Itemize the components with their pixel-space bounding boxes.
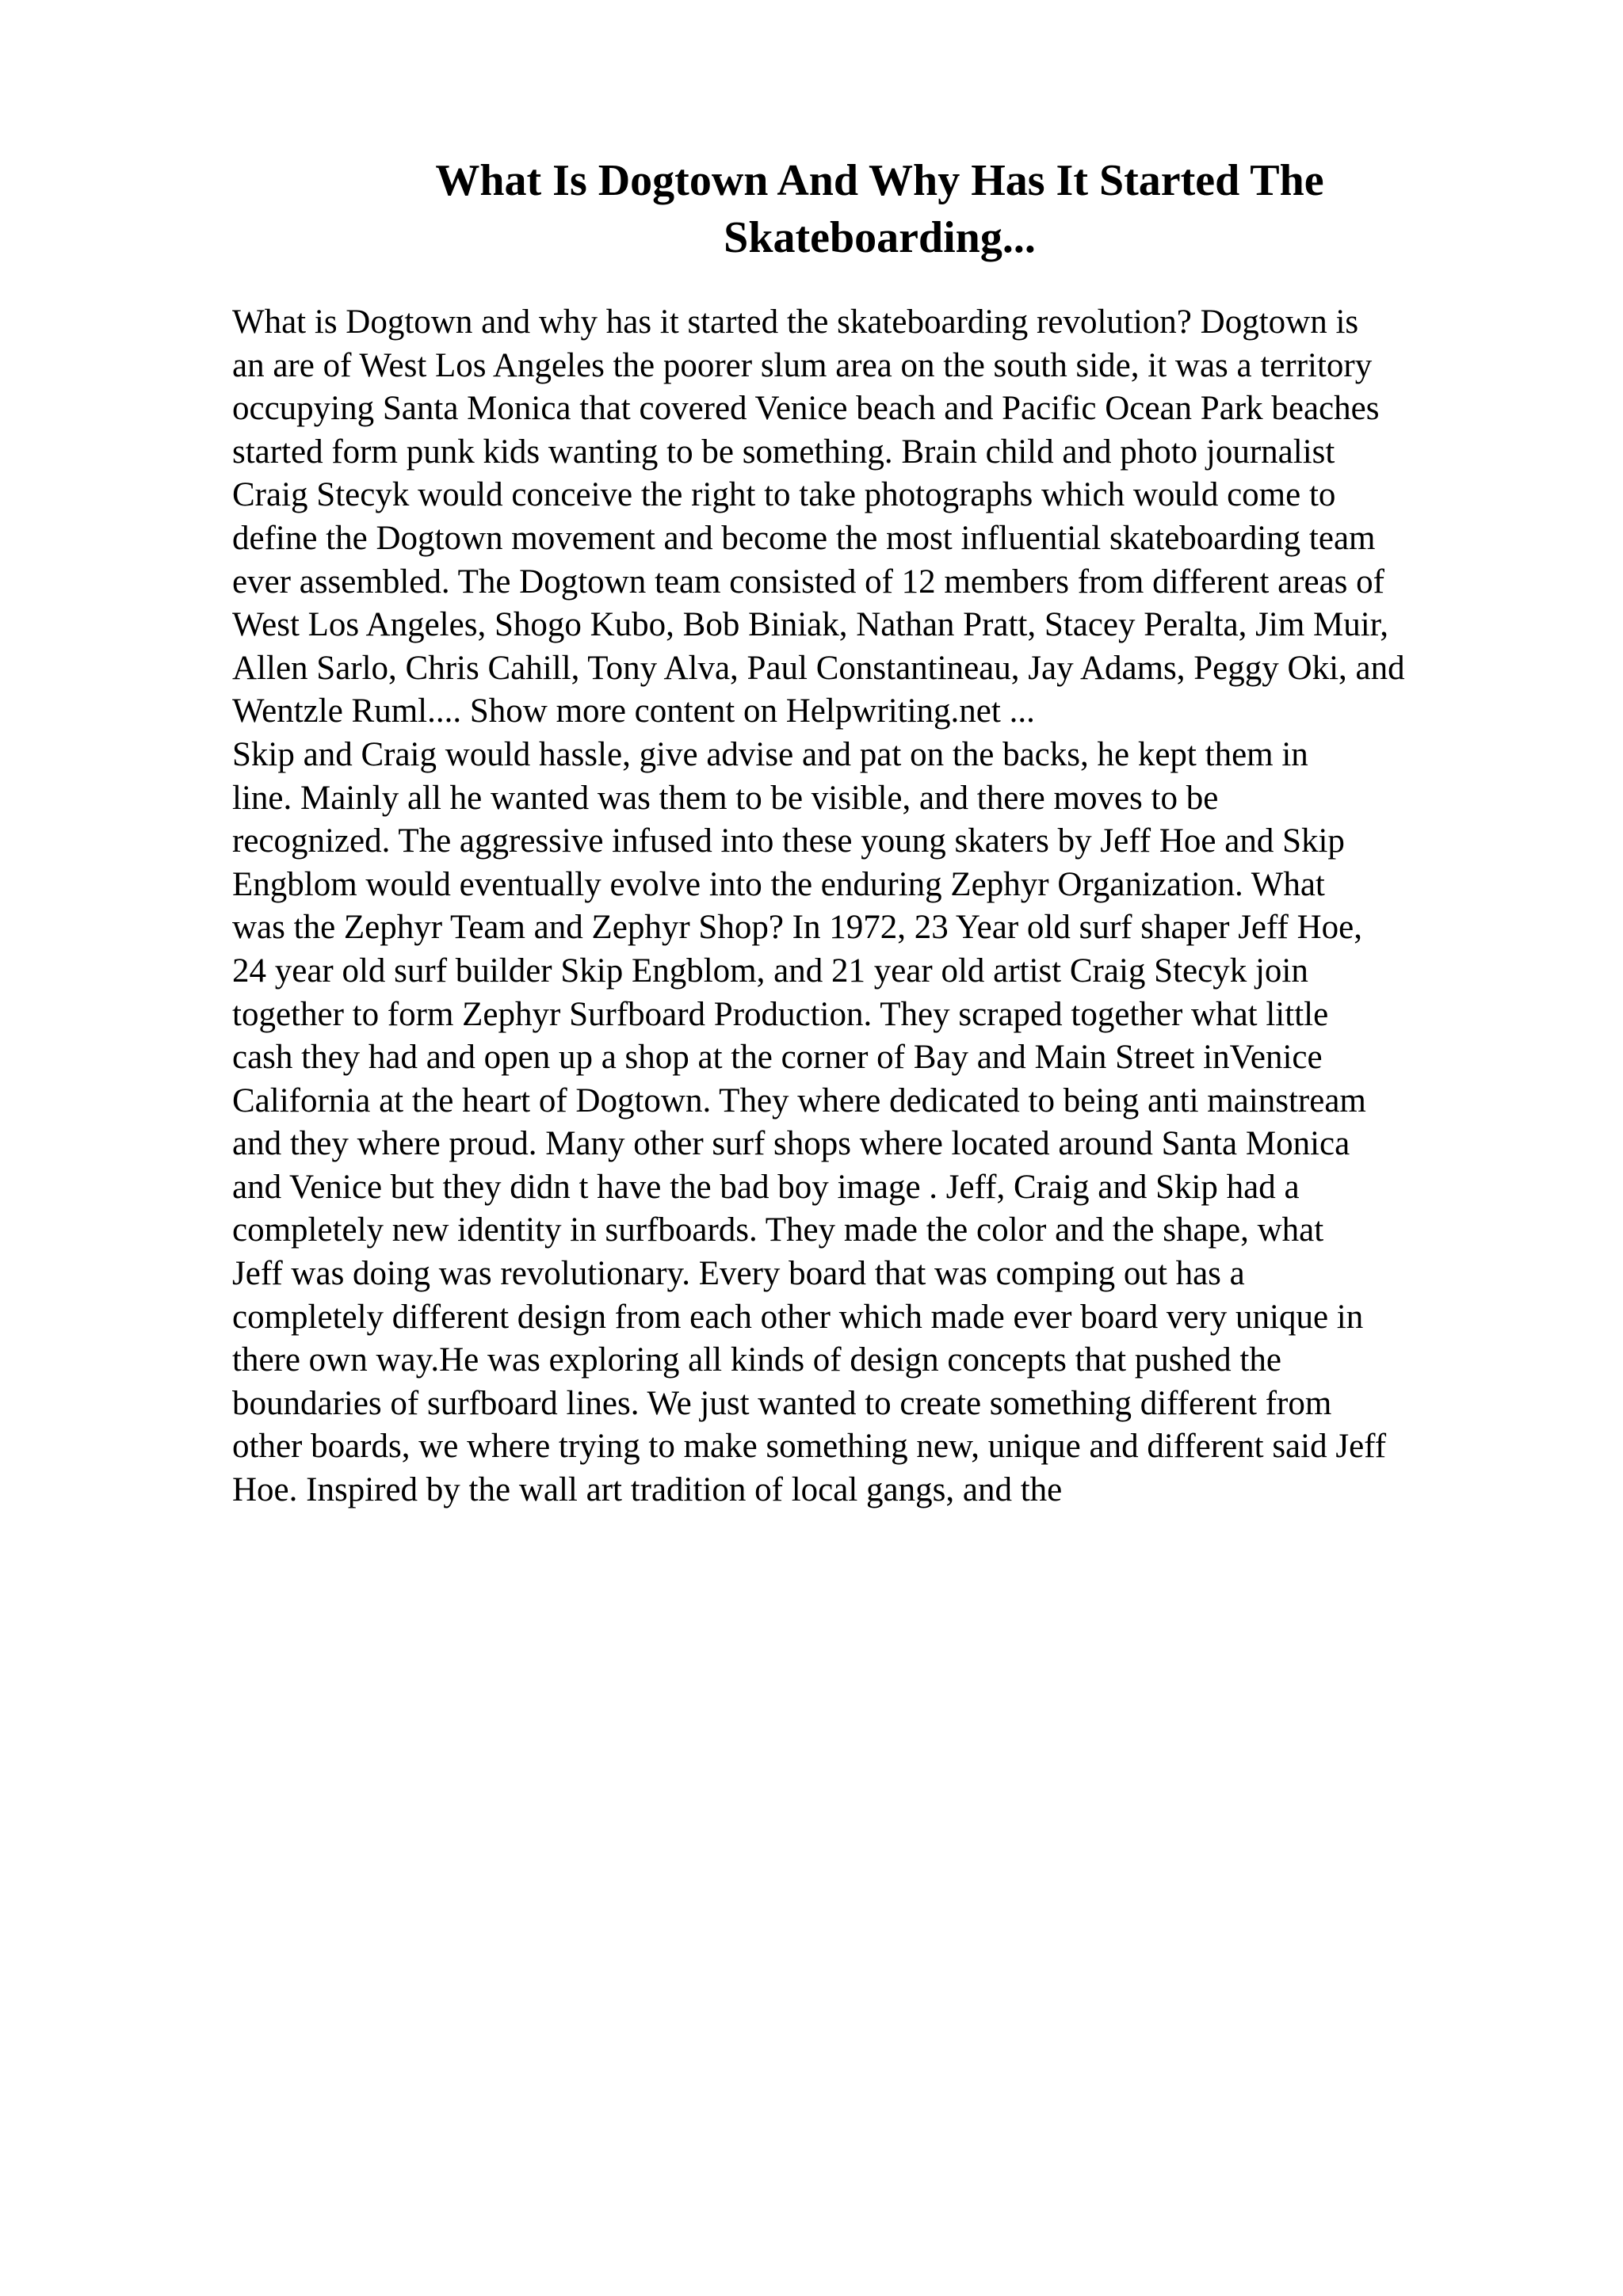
page-title — [317, 152, 1442, 266]
text-line: Jeff was doing was revolutionary. Every board that was comping out has a — [232, 1255, 1245, 1293]
text-line: Craig Stecyk would conceive the right to take photographs which would come to — [232, 476, 1336, 514]
text-line: there own way.He was exploring all kinds of design concepts that pushed the — [232, 1341, 1281, 1379]
text-line: Engblom would eventually evolve into the enduring Zephyr Organization. What — [232, 865, 1325, 903]
text-line: was the Zephyr Team and Zephyr Shop? In 1972, 23 Year old surf shaper Jeff Hoe, — [232, 909, 1363, 947]
text-line: Wentzle Ruml.... Show more content on Helpwriting.net ... — [232, 692, 1035, 730]
text-line: Skip and Craig would hassle, give advise and pat on the backs, he kept them in — [232, 735, 1308, 773]
text-line: boundaries of surfboard lines. We just wanted to create something different from — [232, 1384, 1332, 1422]
paragraph-1 — [232, 301, 1532, 734]
text-line: line. Mainly all he wanted was them to be visible, and there moves to be — [232, 779, 1219, 817]
text-line: started form punk kids wanting to be something. Brain child and photo journalist — [232, 433, 1335, 471]
text-line: ever assembled. The Dogtown team consisted of 12 members from different areas of — [232, 563, 1384, 601]
text-line: define the Dogtown movement and become the most influential skateboarding team — [232, 519, 1376, 557]
text-line: and they where proud. Many other surf shops where located around Santa Monica — [232, 1125, 1350, 1163]
text-line: California at the heart of Dogtown. They where dedicated to being anti mainstream — [232, 1081, 1366, 1119]
text-line: completely new identity in surfboards. They made the color and the shape, what — [232, 1211, 1324, 1249]
body-text — [232, 301, 1532, 1512]
text-line: What is Dogtown and why has it started the skateboarding revolution? Dogtown is — [232, 303, 1359, 341]
text-line: and Venice but they didn t have the bad boy image . Jeff, Craig and Skip had a — [232, 1168, 1300, 1206]
text-line: together to form Zephyr Surfboard Production. They scraped together what little — [232, 995, 1329, 1033]
paragraph-2 — [232, 734, 1532, 1512]
title-line: Skateboarding... — [724, 213, 1036, 262]
text-line: West Los Angeles, Shogo Kubo, Bob Biniak, Nathan Pratt, Stacey Peralta, Jim Muir, — [232, 606, 1389, 644]
text-line: Hoe. Inspired by the wall art tradition of local gangs, and the — [232, 1471, 1063, 1509]
text-line: other boards, we where trying to make something new, unique and different said Jeff — [232, 1428, 1387, 1466]
text-line: completely different design from each other which made ever board very unique in — [232, 1298, 1364, 1336]
title-line: What Is Dogtown And Why Has It Started The — [435, 156, 1324, 205]
text-line: an are of West Los Angeles the poorer slum area on the south side, it was a territory — [232, 346, 1373, 384]
text-line: cash they had and open up a shop at the corner of Bay and Main Street inVenice — [232, 1039, 1323, 1077]
text-line: occupying Santa Monica that covered Venice beach and Pacific Ocean Park beaches — [232, 390, 1380, 428]
text-line: Allen Sarlo, Chris Cahill, Tony Alva, Paul Constantineau, Jay Adams, Peggy Oki, and — [232, 649, 1405, 687]
text-line: 24 year old surf builder Skip Engblom, and 21 year old artist Craig Stecyk join — [232, 952, 1308, 990]
text-line: recognized. The aggressive infused into these young skaters by Jeff Hoe and Skip — [232, 822, 1345, 860]
